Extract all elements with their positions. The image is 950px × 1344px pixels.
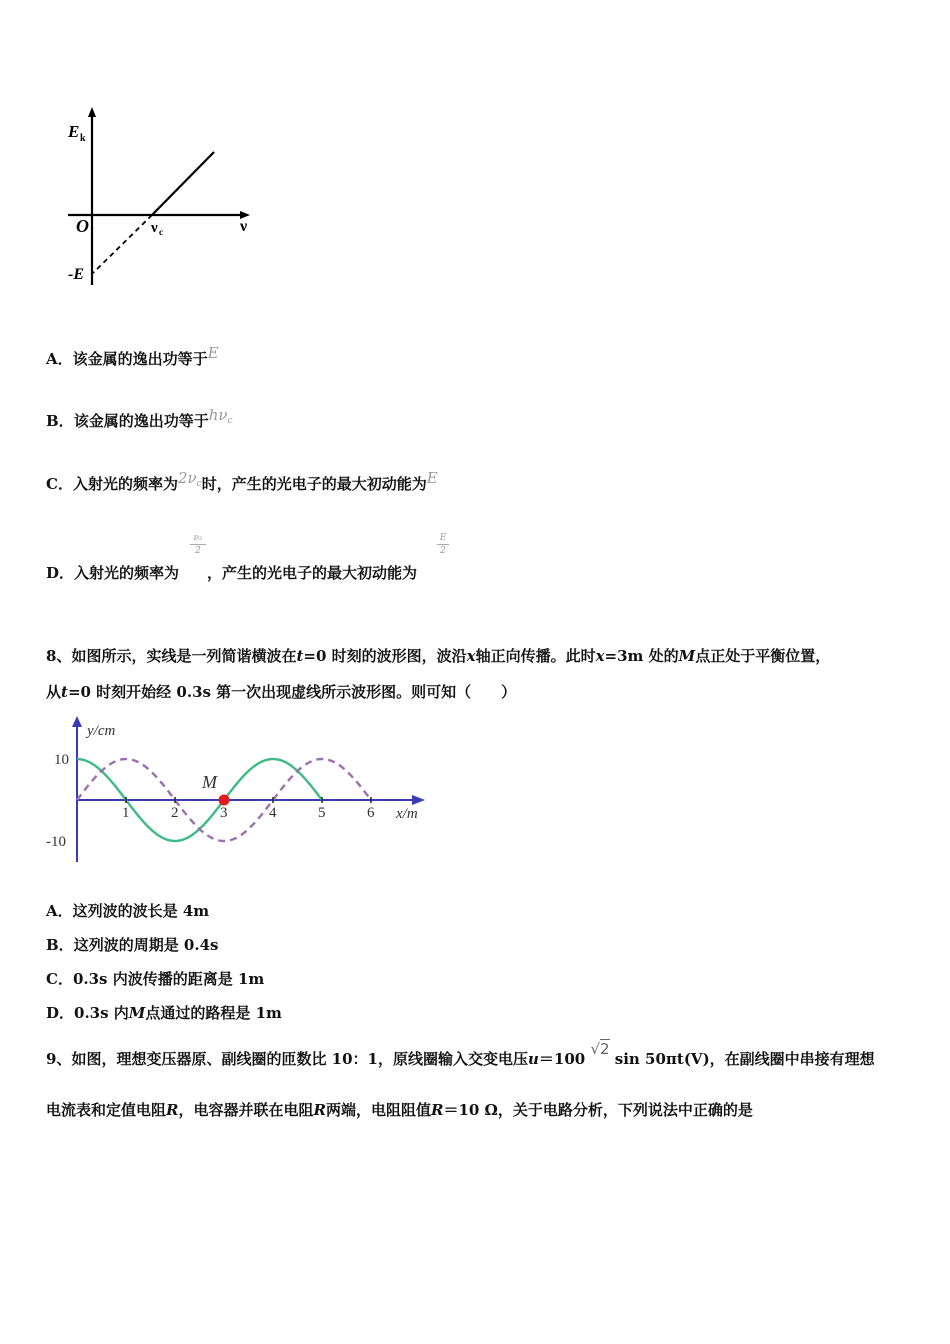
threshold-label: ν: [151, 220, 158, 236]
x-tick-label-3: 3: [220, 805, 228, 821]
option-text: 这列波的周期是 0.4s: [73, 936, 219, 954]
q8-stem-line1: 8、如图所示，实线是一列简谐横波在t=0 时刻的波形图，波沿x轴正向传播。此时x=3m 处的M点正处于平衡位置，: [46, 647, 831, 665]
ek-line-dashed: [93, 215, 152, 273]
x-tick-label-5: 5: [318, 805, 326, 821]
x-axis-label: x/m: [396, 806, 418, 822]
q8-option-c[interactable]: [46, 968, 264, 989]
option-letter: C．: [46, 475, 73, 493]
y-axis-arrow: [72, 716, 82, 727]
frac-num: E: [439, 533, 447, 543]
option-text-before: 入射光的频率为: [72, 475, 178, 493]
frac-num: ν₂: [193, 533, 203, 543]
math-h-nu: hν: [208, 406, 228, 424]
q7-option-d-after: ，产生的光电子的最大初动能为: [207, 564, 418, 582]
q8-stem-line2: 从t=0 时刻开始经 0.3s 第一次出现虚线所示波形图。则可知（ ）: [46, 683, 517, 701]
q8-option-d[interactable]: D．0.3s 内M点通过的路程是 1m: [46, 1004, 282, 1022]
q7-option-b[interactable]: [46, 406, 233, 431]
option-letter: D．: [46, 564, 75, 582]
option-text: 0.3s 内: [74, 1004, 129, 1022]
q9-stem-line1: 9、如图，理想变压器原、副线圈的匝数比 10：1，原线圈输入交变电压u＝100 √2 sin 50πt(V)，在副线圈中串接有理想: [46, 1040, 875, 1068]
y-tick-label--10: -10: [46, 834, 66, 850]
intercept-label: -E: [68, 266, 84, 283]
y-axis-arrow: [88, 107, 96, 117]
option-text: 0.3s 内波传播的距离是 1m: [72, 970, 265, 988]
option-text-after: 时，产生的光电子的最大初动能为: [201, 475, 427, 493]
option-letter: A．: [46, 902, 73, 920]
math-sub: c: [227, 416, 233, 426]
origin-label: O: [76, 216, 89, 236]
option-letter: A．: [46, 350, 73, 368]
option-text: 该金属的逸出功等于: [72, 350, 208, 368]
math-e: E: [426, 469, 438, 487]
point-m-marker: [219, 795, 230, 806]
frac-den: 2: [190, 544, 206, 557]
option-text: 该金属的逸出功等于: [73, 412, 209, 430]
y-axis-label: E: [68, 122, 80, 141]
frac-den: 2: [437, 544, 449, 557]
y-axis-sub: k: [80, 133, 86, 144]
q9-stem-line2: 电流表和定值电阻R，电容器并联在电阻R两端，电阻阻值R＝10 Ω，关于电路分析，下列说法中正确的是: [46, 1101, 753, 1119]
x-tick-label-6: 6: [367, 805, 375, 821]
q7-option-d[interactable]: [46, 562, 179, 583]
option-letter: B．: [46, 412, 74, 430]
wave-chart: [40, 712, 440, 870]
ek-line-solid: [152, 152, 214, 215]
option-letter: C．: [46, 970, 73, 988]
math-sub: c: [196, 479, 202, 489]
y-tick-label-10: 10: [54, 752, 69, 768]
option-letter: B．: [46, 936, 74, 954]
q8-option-b[interactable]: [46, 934, 218, 955]
threshold-sub: c: [159, 227, 163, 237]
math-e: E: [207, 344, 219, 362]
frac-e-over-2: [437, 532, 449, 557]
q7-option-a[interactable]: [46, 344, 219, 369]
y-axis-label: y/cm: [87, 723, 116, 739]
math-2nu: 2ν: [177, 469, 197, 487]
x-axis-arrow: [412, 795, 425, 805]
x-tick-label-2: 2: [171, 805, 179, 821]
option-text: 这列波的波长是 4m: [72, 902, 210, 920]
option-text-before: 入射光的频率为: [74, 564, 180, 582]
ek-frequency-graph: [60, 105, 260, 295]
option-letter: D．: [46, 1004, 75, 1022]
x-axis-label: ν: [240, 218, 248, 235]
point-m-label: M: [202, 772, 217, 792]
x-tick-label-1: 1: [122, 805, 130, 821]
frac-nu2-over-2: [190, 532, 206, 557]
q8-option-a[interactable]: [46, 900, 209, 921]
sqrt-2: √2: [590, 1040, 610, 1058]
x-tick-label-4: 4: [269, 805, 277, 821]
q7-option-c[interactable]: [46, 469, 438, 494]
